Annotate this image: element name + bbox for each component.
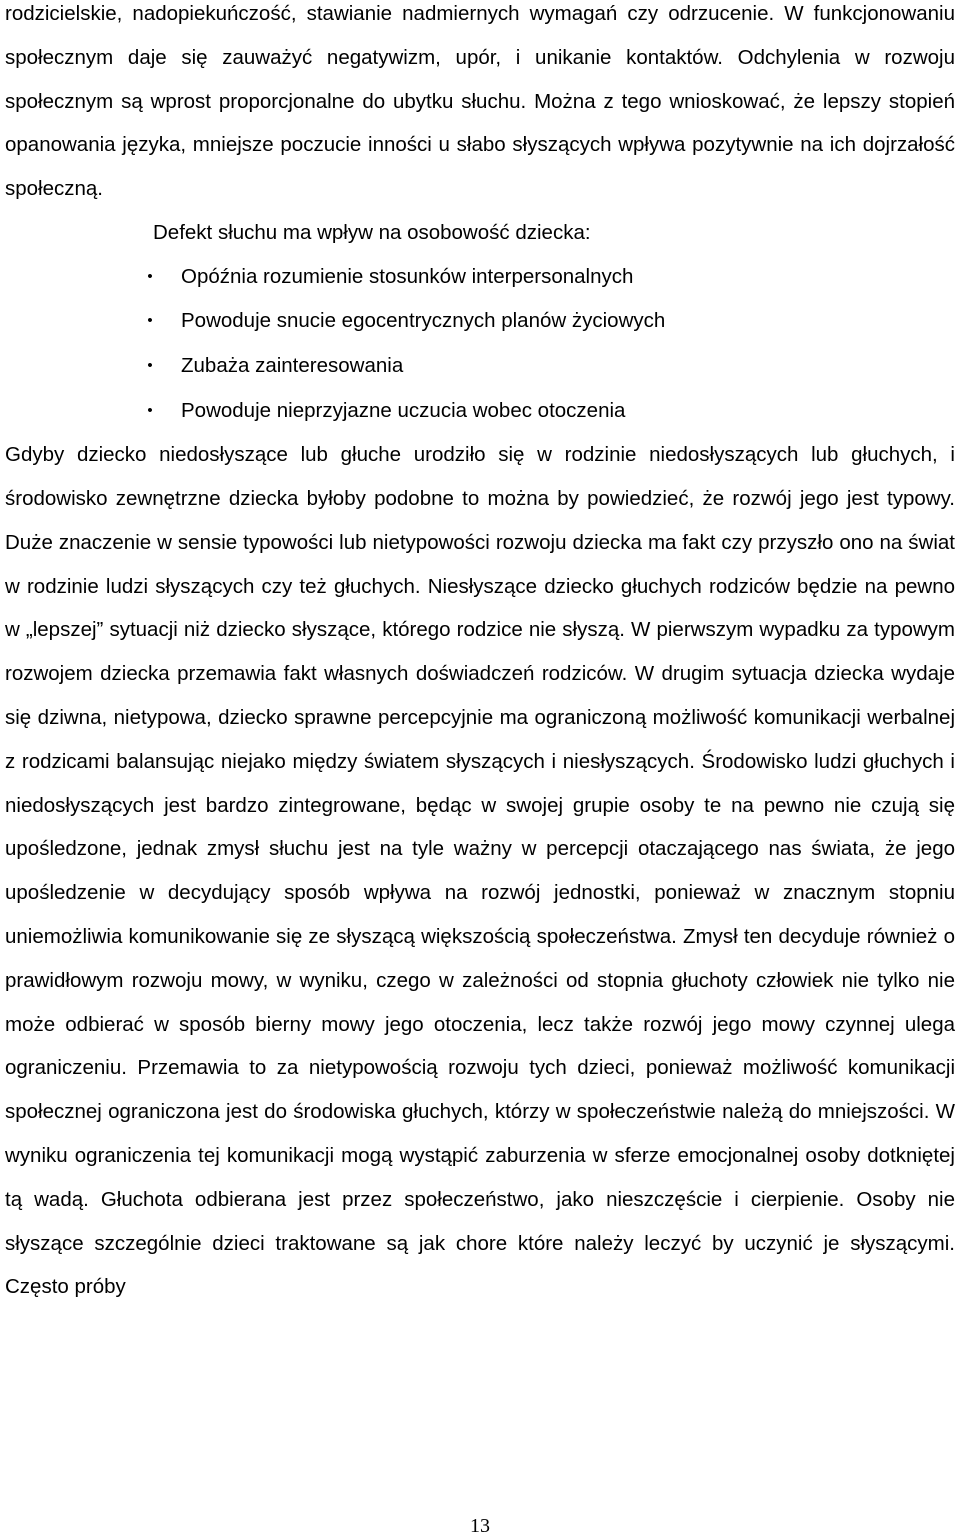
list-item bbox=[5, 299, 955, 344]
bullet-icon: • bbox=[147, 401, 153, 419]
list-item-text: Powoduje nieprzyjazne uczucia wobec otoczenia bbox=[181, 398, 626, 422]
bullet-list bbox=[5, 255, 955, 433]
list-item-text: Zubaża zainteresowania bbox=[181, 353, 404, 377]
page-content bbox=[5, 0, 955, 1309]
page-number: 13 bbox=[470, 1515, 490, 1537]
list-item bbox=[5, 344, 955, 389]
list-intro: Defekt słuchu ma wpływ na osobowość dziecka: bbox=[153, 220, 591, 244]
list-item bbox=[5, 255, 955, 300]
list-item-text: Powoduje snucie egocentrycznych planów życiowych bbox=[181, 309, 666, 333]
bullet-icon: • bbox=[147, 356, 153, 374]
list-item-text: Opóźnia rozumienie stosunków interpersonalnych bbox=[181, 264, 634, 288]
bullet-icon: • bbox=[147, 312, 153, 330]
bullet-icon: • bbox=[147, 267, 153, 285]
paragraph-main: Gdyby dziecko niedosłyszące lub głuche urodziło się w rodzinie niedosłyszących lub głuchych, i środowisko zewnętrzne dziecka byłoby podobne to można by powiedzieć, że rozwój jego jest typowy. Duże znaczenie w sensie typowości lub nietypowości rozwoju dziecka ma fakt czy przyszło ono na świat w rodzinie ludzi słyszących czy też głuchych. Niesłyszące dziecko głuchych rodziców będzie na pewno w „lepszej” sytuacji niż dziecko słyszące, którego rodzice nie słyszą. W pierwszym wypadku za typowym rozwojem dziecka przemawia fakt własnych doświadczeń rodziców. W drugim sytuacja dziecka wydaje się dziwna, nietypowa, dziecko sprawne percepcyjnie ma ograniczoną możliwość komunikacji werbalnej z rodzicami balansując niejako między światem słyszących i niesłyszących. Środowisko ludzi głuchych i niedosłyszących jest bardzo zintegrowane, będąc w swojej grupie osoby te na pewno nie czują się upośledzone, jednak zmysł słuchu jest na tyle ważny w percepcji otaczającego nas świata, że jego upośledzenie w decydujący sposób wpływa na rozwój jednostki, ponieważ w znacznym stopniu uniemożliwia komunikowanie się ze słyszącą większością społeczeństwa. Zmysł ten decyduje również o prawidłowym rozwoju mowy, w wyniku, czego w zależności od stopnia głuchoty człowiek nie tylko nie może odbierać w sposób bierny mowy jego otoczenia, lecz także rozwój jego mowy czynnej ulega ograniczeniu. Przemawia to za nietypowością rozwoju tych dzieci, ponieważ możliwość komunikacji społecznej ograniczona jest do środowiska głuchych, którzy w społeczeństwie należą do mniejszości. W wyniku ograniczenia tej komunikacji mogą wystąpić zaburzenia w sferze emocjonalnej osoby dotkniętej tą wadą. Głuchota odbierana jest przez społeczeństwo, jako nieszczęście i cierpienie. Osoby nie słyszące szczególnie dzieci traktowane są jak chore które należy leczyć by uczynić je słyszącymi. Często próby bbox=[5, 443, 955, 1299]
list-item bbox=[5, 389, 955, 434]
paragraph-intro: rodzicielskie, nadopiekuńczość, stawianie nadmiernych wymagań czy odrzucenie. W funkcjonowaniu społecznym daje się zauważyć negatywizm, upór, i unikanie kontaktów. Odchylenia w rozwoju społecznym są wprost proporcjonalne do ubytku słuchu. Można z tego wnioskować, że lepszy stopień opanowania języka, mniejsze poczucie inności u słabo słyszących wpływa pozytywnie na ich dojrzałość społeczną. bbox=[5, 2, 955, 201]
